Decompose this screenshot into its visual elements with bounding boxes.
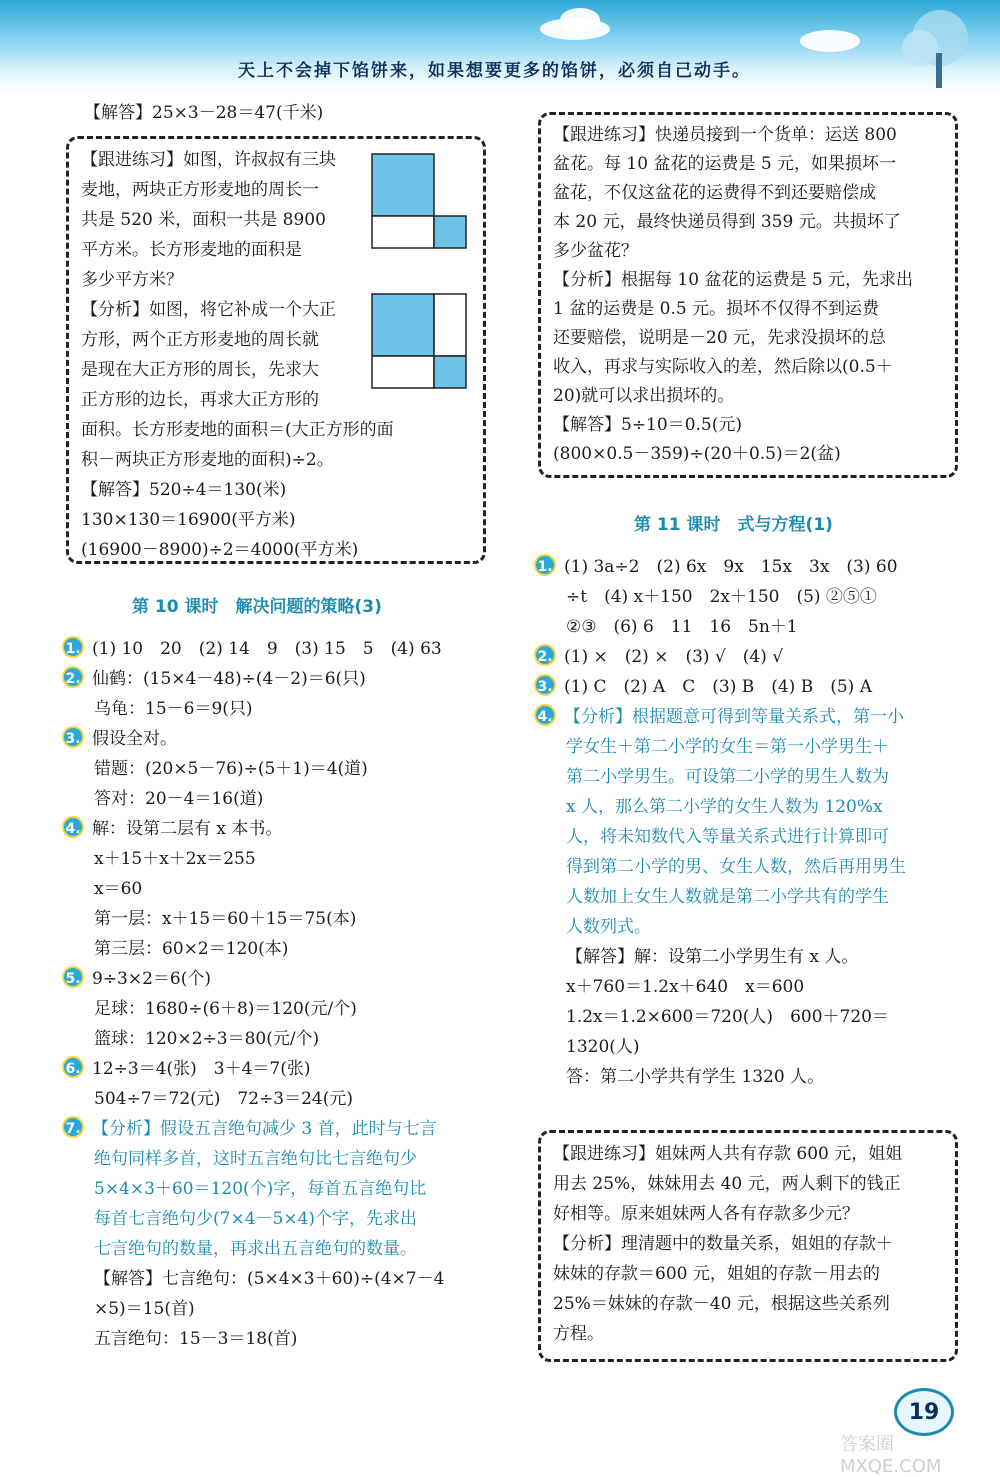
section-title-10: 第 10 课时 解决问题的策略(3) (132, 597, 382, 617)
answer-line: 504÷7＝72(元) 72÷3＝24(元) (94, 1089, 353, 1109)
box-line: 多少平方米？ (81, 270, 183, 290)
answer-line: 【分析】假设五言绝句减少 3 首，此时与七言 (92, 1119, 437, 1139)
item-5 (62, 964, 502, 994)
box-line: 多少盆花？ (553, 241, 638, 261)
answer-line: 篮球：120×2÷3＝80(元/个) (94, 1029, 320, 1049)
item-7 (62, 1114, 502, 1144)
header-motto: 天上不会掉下馅饼来，如果想要更多的馅饼，必须自己动手。 (238, 61, 751, 81)
box-line: 25%＝妹妹的存款－40 元，根据这些关系列 (553, 1294, 890, 1314)
box-line: 麦地，两块正方形麦地的周长一 (81, 180, 319, 200)
follow-up-box-right-2 (538, 1130, 958, 1362)
answer-line: 学女生＋第二小学的女生＝第一小学男生＋ (566, 737, 889, 757)
section-title-11: 第 11 课时 式与方程(1) (634, 515, 833, 535)
number-badge: 7. (62, 1116, 84, 1138)
answer-line: x＋15＋x＋2x＝255 (94, 849, 256, 869)
box-line: 【解答】520÷4＝130(米) (81, 480, 287, 500)
answer-line: 得到第二小学的男、女生人数，然后再用男生 (566, 857, 906, 877)
answer-line: ×5)＝15(首) (94, 1299, 195, 1319)
number-badge: 3. (62, 726, 84, 748)
answer-line: 第三层：60×2＝120(本) (94, 939, 289, 959)
box-line: 【解答】5÷10＝0.5(元) (553, 415, 742, 435)
section-10-content (62, 634, 502, 1354)
answer-line: (1) C (2) A C (3) B (4) B (5) A (564, 677, 872, 697)
section-11-content (534, 552, 974, 1092)
cloud-decoration (560, 8, 600, 32)
answer-line: 足球：1680÷(6＋8)＝120(元/个) (94, 999, 357, 1019)
box-line: 收入，再求与实际收入的差，然后除以(0.5＋ (553, 357, 893, 377)
answer-line: 绝句同样多首，这时五言绝句比七言绝句少 (94, 1149, 417, 1169)
answer-line: x＝60 (94, 879, 143, 899)
item-2 (62, 664, 502, 694)
answer-line: 答对：20－4＝16(道) (94, 789, 264, 809)
answer-line: x 人，那么第二小学的女生人数为 120%x (566, 797, 883, 817)
item-1 (62, 634, 502, 664)
box-line: (16900－8900)÷2＝4000(平方米) (81, 540, 359, 560)
box-line: 平方米。长方形麦地的面积是 (81, 240, 302, 260)
box-line: 130×130＝16900(平方米) (81, 510, 296, 530)
box-line: 【分析】如图，将它补成一个大正 (81, 300, 336, 320)
answer-line: 第二小学男生。可设第二小学的男生人数为 (566, 767, 889, 787)
box-line: 盆花。每 10 盆花的运费是 5 元，如果损坏一 (553, 154, 897, 174)
answer-line: 乌龟：15－6＝9(只) (94, 699, 253, 719)
answer-line: 【解答】解：设第二小学男生有 x 人。 (566, 947, 859, 967)
number-badge: 3. (534, 674, 556, 696)
answer-line: 每首七言绝句少(7×4－5×4)个字，先求出 (94, 1209, 418, 1229)
box-line: 好相等。原来姐妹两人各有存款多少元？ (553, 1204, 859, 1224)
box-line: 共是 520 米，面积一共是 8900 (81, 210, 326, 230)
box-line: 方程。 (553, 1324, 604, 1344)
item-2 (534, 642, 974, 672)
answer-line: 12÷3＝4(张) 3＋4＝7(张) (92, 1059, 311, 1079)
answer-line: (1) 10 20 (2) 14 9 (3) 15 5 (4) 63 (92, 639, 442, 659)
left-top-answer: 【解答】25×3－28＝47(千米) (84, 103, 324, 123)
box-line: 还要赔偿，说明是－20 元，先求没损坏的总 (553, 328, 887, 348)
answer-line: 答：第二小学共有学生 1320 人。 (566, 1067, 825, 1087)
box-line: 【跟进练习】姐妹两人共有存款 600 元，姐姐 (553, 1144, 903, 1164)
cloud-decoration (800, 30, 860, 52)
box-line: 方形，两个正方形麦地的周长就 (81, 330, 319, 350)
answer-line: 人，将未知数代入等量关系式进行计算即可 (566, 827, 889, 847)
box-line: 面积。长方形麦地的面积＝(大正方形的面 (81, 420, 394, 440)
answer-line: 1.2x＝1.2×600＝720(人) 600＋720＝ (566, 1007, 889, 1027)
answer-line: 解：设第二层有 x 本书。 (92, 819, 283, 839)
answer-line: x＋760＝1.2x＋640 x＝600 (566, 977, 805, 997)
box-line: 【分析】理清题中的数量关系，姐姐的存款＋ (553, 1234, 893, 1254)
number-badge: 5. (62, 966, 84, 988)
box-line: 是现在大正方形的周长，先求大 (81, 360, 319, 380)
answer-line: 5×4×3＋60＝120(个)字，每首五言绝句比 (94, 1179, 427, 1199)
number-badge: 2. (534, 644, 556, 666)
watermark-text: 答案圈 MXQE.COM (840, 1434, 942, 1477)
number-badge: 4. (534, 704, 556, 726)
header-banner (0, 0, 1000, 92)
number-badge: 6. (62, 1056, 84, 1078)
box-line: 【分析】根据每 10 盆花的运费是 5 元，先求出 (553, 270, 914, 290)
answer-line: 仙鹤：(15×4－48)÷(4－2)＝6(只) (92, 669, 366, 689)
item-4 (534, 702, 974, 732)
answer-line: 假设全对。 (92, 729, 177, 749)
answer-line: 错题：(20×5－76)÷(5＋1)＝4(道) (94, 759, 368, 779)
box-line: 20)就可以求出损坏的。 (553, 386, 735, 406)
answer-line: ÷t (4) x＋150 2x＋150 (5) ②⑤① (566, 587, 877, 607)
answer-line: 【解答】七言绝句：(5×4×3＋60)÷(4×7－4 (94, 1269, 445, 1289)
answer-line: (1) × (2) × (3) √ (4) √ (564, 647, 784, 667)
answer-line: 【分析】根据题意可得到等量关系式，第一小 (564, 707, 904, 727)
number-badge: 4. (62, 816, 84, 838)
box-line: 【跟进练习】快递员接到一个货单：运送 800 (553, 125, 897, 145)
box-line: 1 盆的运费是 0.5 元。损坏不仅得不到运费 (553, 299, 880, 319)
answer-line: 七言绝句的数量，再求出五言绝句的数量。 (94, 1239, 417, 1259)
answer-line: ②③ (6) 6 11 16 5n＋1 (566, 617, 798, 637)
number-badge: 1. (534, 554, 556, 576)
item-3 (62, 724, 502, 754)
follow-up-box-right (538, 112, 958, 478)
answer-line: 人数加上女生人数就是第二小学共有的学生 (566, 887, 889, 907)
box-line: 【跟进练习】如图，许叔叔有三块 (81, 150, 336, 170)
box-line: 正方形的边长，再求大正方形的 (81, 390, 319, 410)
item-4 (62, 814, 502, 844)
box-line: 用去 25%，妹妹用去 40 元，两人剩下的钱正 (553, 1174, 901, 1194)
box-line: 本 20 元，最终快递员得到 359 元。共损坏了 (553, 212, 901, 232)
box-line: 盆花，不仅这盆花的运费得不到还要赔偿成 (553, 183, 876, 203)
tree-icon (880, 8, 990, 88)
answer-line: (1) 3a÷2 (2) 6x 9x 15x 3x (3) 60 (564, 557, 898, 577)
box-line: 积－两块正方形麦地的面积)÷2。 (81, 450, 334, 470)
answer-line: 人数列式。 (566, 917, 651, 937)
item-1 (534, 552, 974, 582)
number-badge: 1. (62, 636, 84, 658)
number-badge: 2. (62, 666, 84, 688)
answer-line: 9÷3×2＝6(个) (92, 969, 212, 989)
follow-up-box-left (66, 136, 486, 564)
box-line: (800×0.5－359)÷(20＋0.5)＝2(盆) (553, 444, 841, 464)
box-line: 妹妹的存款＝600 元，姐姐的存款－用去的 (553, 1264, 880, 1284)
answer-line: 第一层：x＋15＝60＋15＝75(本) (94, 909, 357, 929)
answer-line: 五言绝句：15－3＝18(首) (94, 1329, 298, 1349)
answer-line: 1320(人) (566, 1037, 640, 1057)
page-number: 19 (894, 1388, 954, 1436)
item-6 (62, 1054, 502, 1084)
item-3 (534, 672, 974, 702)
